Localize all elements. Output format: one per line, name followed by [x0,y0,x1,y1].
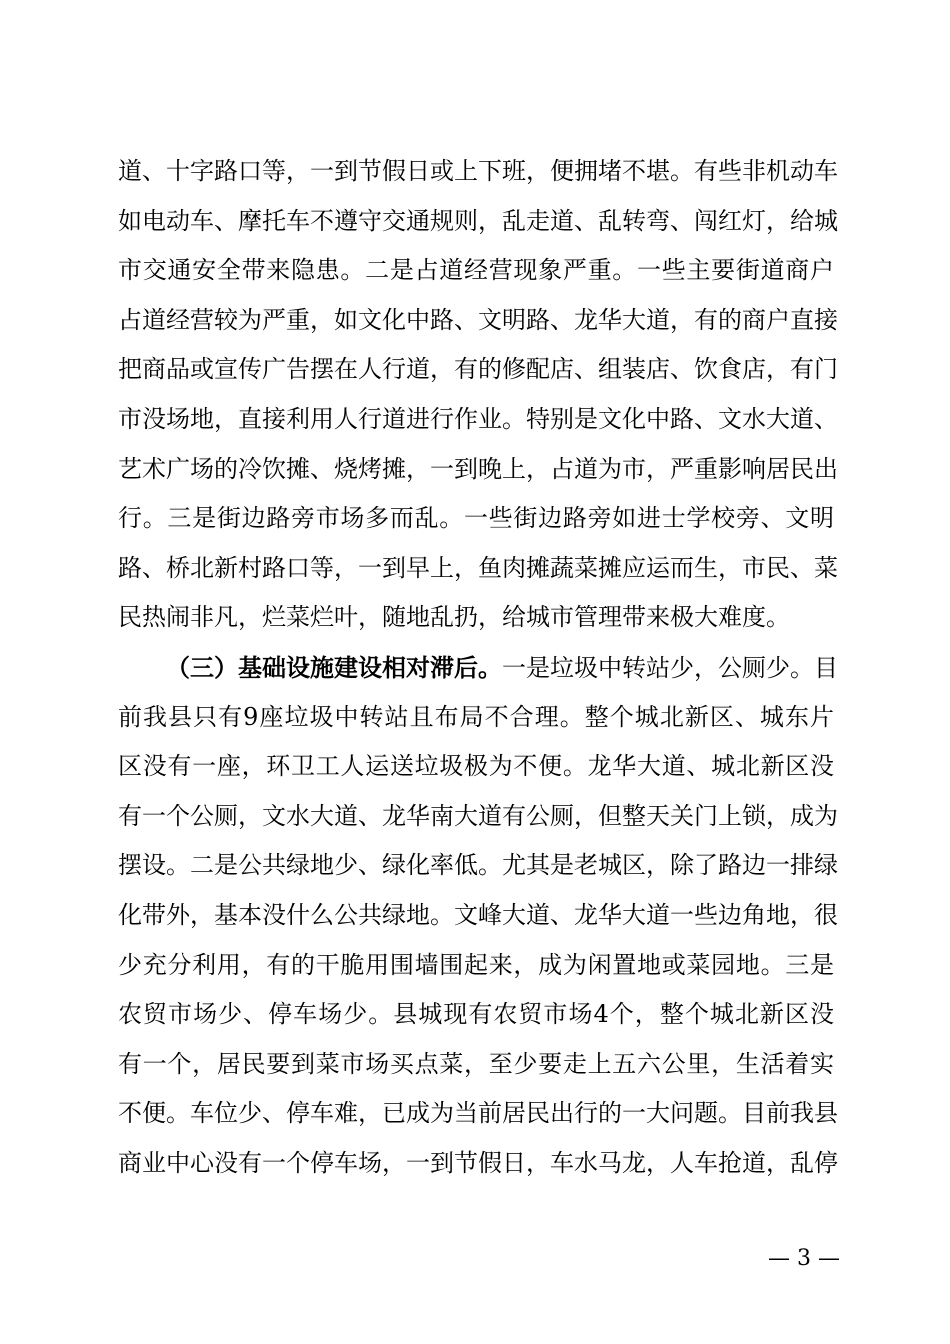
text-line: 商业中心没有一个停车场，一到节假日，车水马龙，人车抢道，乱停 [118,1148,838,1177]
text-line: 摆设。二是公共绿地少、绿化率低。尤其是老城区，除了路边一排绿 [118,851,838,880]
text-line: 化带外，基本没什么公共绿地。文峰大道、龙华大道一些边角地，很 [118,900,838,929]
text-line: 有一个，居民要到菜市场买点菜，至少要走上五六公里，生活着实 [118,1049,834,1078]
text-line: 艺术广场的冷饮摊、烧烤摊，一到晚上，占道为市，严重影响居民出 [118,454,838,483]
text-line: 市没场地，直接利用人行道进行作业。特别是文化中路、文水大道、 [118,404,838,433]
text-line: 前我县只有9座垃圾中转站且布局不合理。整个城北新区、城东片 [118,702,834,731]
text-line: 占道经营较为严重，如文化中路、文明路、龙华大道，有的商户直接 [118,305,838,334]
text-line: 不便。车位少、停车难，已成为当前居民出行的一大问题。目前我县 [118,1099,838,1128]
text-line: 道、十字路口等，一到节假日或上下班，便拥堵不堪。有些非机动车 [118,157,838,185]
text-line: 把商品或宣传广告摆在人行道，有的修配店、组装店、饮食店，有门 [118,355,838,384]
text-line: 行。三是街边路旁市场多而乱。一些街边路旁如进士学校旁、文明 [118,504,834,533]
text-line: 区没有一座，环卫工人运送垃圾极为不便。龙华大道、城北新区没 [118,752,834,781]
section-heading-rest: 一是垃圾中转站少，公厕少。目 [502,653,838,682]
text-line: 少充分利用，有的干脆用围墙围起来，成为闲置地或菜园地。三是 [118,950,834,979]
text-line: 路、桥北新村路口等，一到早上，鱼肉摊蔬菜摊应运而生，市民、菜 [118,553,838,582]
text-line: 农贸市场少、停车场少。县城现有农贸市场4个，整个城北新区没 [118,1000,834,1029]
section-heading: （三）基础设施建设相对滞后。 [166,652,502,682]
section-heading-line [118,643,838,693]
text-line: 如电动车、摩托车不遵守交通规则，乱走道、乱转弯、闯红灯，给城 [118,206,838,235]
page-number: — 3 — [768,1246,840,1271]
text-line: 有一个公厕，文水大道、龙华南大道有公厕，但整天关门上锁，成为 [118,801,838,830]
text-line: 市交通安全带来隐患。二是占道经营现象严重。一些主要街道商户 [118,256,834,285]
body-text [118,147,838,1188]
text-line: 民热闹非凡，烂菜烂叶，随地乱扔，给城市管理带来极大难度。 [118,603,790,632]
